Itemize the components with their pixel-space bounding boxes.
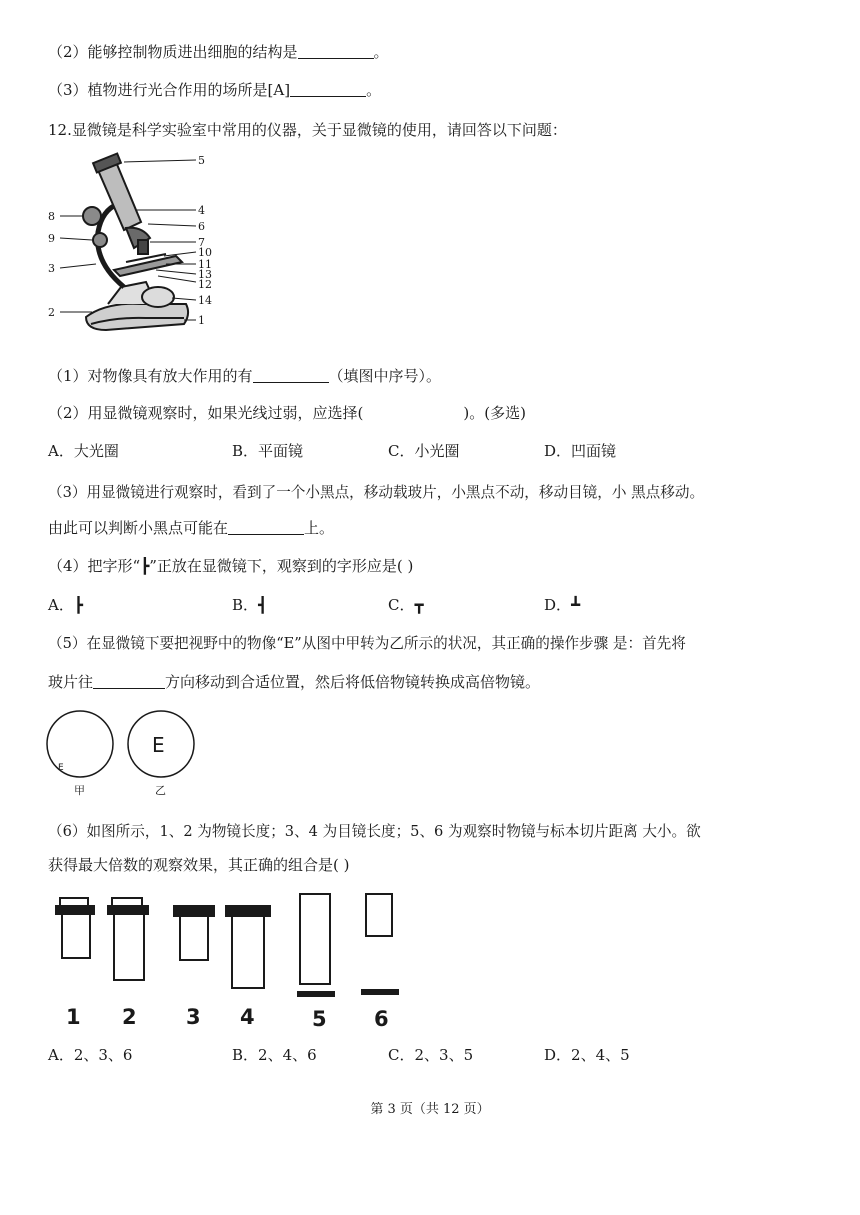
- q12-p5-end: 方向移动到合适位置，然后将低倍物镜转换成高倍物镜。: [165, 673, 541, 691]
- shape-glyph: ┳: [414, 596, 424, 614]
- microscope-label: 1: [198, 314, 205, 327]
- answer-blank[interactable]: [298, 44, 374, 59]
- lens-label: 5: [312, 1007, 327, 1031]
- q12-p2-end: )。(多选): [463, 404, 526, 422]
- q12-p4: [48, 556, 413, 576]
- option-b[interactable]: B．平面镜: [232, 442, 304, 460]
- q12-p5-line2: [48, 672, 540, 692]
- q12-p3-end: 上。: [304, 519, 335, 537]
- microscope-label: 3: [48, 262, 55, 275]
- option-a[interactable]: A．2、3、6: [48, 1046, 133, 1064]
- q11-part3: [48, 80, 381, 100]
- q11-part2: [48, 42, 389, 62]
- q12-p3-line2: [48, 518, 334, 538]
- microscope-label: 14: [198, 294, 212, 307]
- q12-stem: 12.显微镜是科学实验室中常用的仪器，关于显微镜的使用，请回答以下问题：: [48, 121, 567, 139]
- answer-blank[interactable]: [93, 674, 165, 689]
- microscope-figure: [46, 152, 226, 338]
- lens-label: 2: [122, 1005, 137, 1029]
- q12-p4-end: ”正放在显微镜下，观察到的字形应是( ): [149, 557, 414, 575]
- q12-p2-text: （2）用显微镜观察时，如果光线过弱，应选择(: [48, 404, 364, 422]
- option-label: C．: [388, 596, 415, 614]
- option-d[interactable]: [544, 595, 580, 615]
- option-d[interactable]: D．凹面镜: [544, 442, 617, 460]
- option-a[interactable]: A．大光圈: [48, 442, 119, 460]
- option-c[interactable]: C．小光圈: [388, 442, 460, 460]
- q11-part2-end: 。: [373, 43, 389, 61]
- letter-e-small: E: [58, 763, 64, 773]
- microscope-label: 8: [48, 210, 55, 223]
- answer-blank[interactable]: [290, 82, 366, 97]
- q12-p3-text: 由此可以判断小黑点可能在: [48, 519, 229, 537]
- lens-label: 3: [186, 1005, 201, 1029]
- shape-glyph: ┣: [140, 557, 150, 575]
- q12-p6-line2: 获得最大倍数的观察效果，其正确的组合是( ): [48, 856, 350, 874]
- microscope-label: 12: [198, 278, 212, 291]
- microscope-label: 4: [198, 204, 205, 217]
- lens-figure: [46, 892, 416, 1032]
- microscope-label: 9: [48, 232, 55, 245]
- q12-p2: [48, 403, 526, 423]
- option-a[interactable]: [48, 595, 83, 615]
- view-field-figure: [44, 706, 204, 798]
- option-b[interactable]: B．2、4、6: [232, 1046, 317, 1064]
- shape-glyph: ┫: [258, 596, 268, 614]
- q12-p5-line1: （5）在显微镜下要把视野中的物像“E”从图中甲转为乙所示的状况，其正确的操作步骤 是：首先将: [48, 635, 686, 652]
- q12-p3-line1: （3）用显微镜进行观察时，看到了一个小黑点，移动载玻片，小黑点不动，移动目镜，小 黑点移动。: [48, 484, 705, 501]
- q11-part2-text: （2）能够控制物质进出细胞的结构是: [48, 43, 298, 61]
- q12-p6-line1: （6）如图所示，1、2 为物镜长度；3、4 为目镜长度；5、6 为观察时物镜与标本切片距离 大小。欲: [48, 823, 701, 840]
- option-label: A．: [48, 596, 74, 614]
- caption-jia: 甲: [74, 784, 85, 797]
- view-circle-jia: [47, 711, 113, 777]
- q11-part3-text: （3）植物进行光合作用的场所是[A]: [48, 81, 291, 99]
- microscope-label: 10: [198, 246, 212, 259]
- option-c[interactable]: C．2、3、5: [388, 1046, 474, 1064]
- answer-blank[interactable]: [253, 368, 329, 383]
- shape-glyph: ┣: [73, 596, 83, 614]
- shape-glyph: ┻: [571, 596, 581, 614]
- microscope-label: 11: [198, 258, 212, 271]
- q12-p1-end: （填图中序号）。: [328, 367, 442, 385]
- option-b[interactable]: [232, 595, 267, 615]
- microscope-label: 7: [198, 236, 205, 249]
- lens-label: 1: [66, 1005, 81, 1029]
- caption-yi: 乙: [155, 784, 166, 797]
- microscope-label: 5: [198, 154, 205, 167]
- lens-label: 4: [240, 1005, 255, 1029]
- option-d[interactable]: D．2、4、5: [544, 1046, 630, 1064]
- answer-blank[interactable]: [228, 520, 304, 535]
- microscope-label: 6: [198, 220, 205, 233]
- q12-p1: [48, 366, 441, 386]
- q11-part3-end: 。: [366, 81, 382, 99]
- q12-p4-text: （4）把字形“: [48, 557, 141, 575]
- option-label: B．: [232, 596, 259, 614]
- option-c[interactable]: [388, 595, 424, 615]
- microscope-label: 13: [198, 268, 212, 281]
- letter-e: E: [152, 733, 165, 757]
- lens-label: 6: [374, 1007, 389, 1031]
- page-footer: 第 3 页（共 12 页）: [370, 1102, 490, 1117]
- microscope-label: 2: [48, 306, 55, 319]
- q12-p5-text: 玻片往: [48, 673, 94, 691]
- option-label: D．: [544, 596, 572, 614]
- q12-p1-text: （1）对物像具有放大作用的有: [48, 367, 253, 385]
